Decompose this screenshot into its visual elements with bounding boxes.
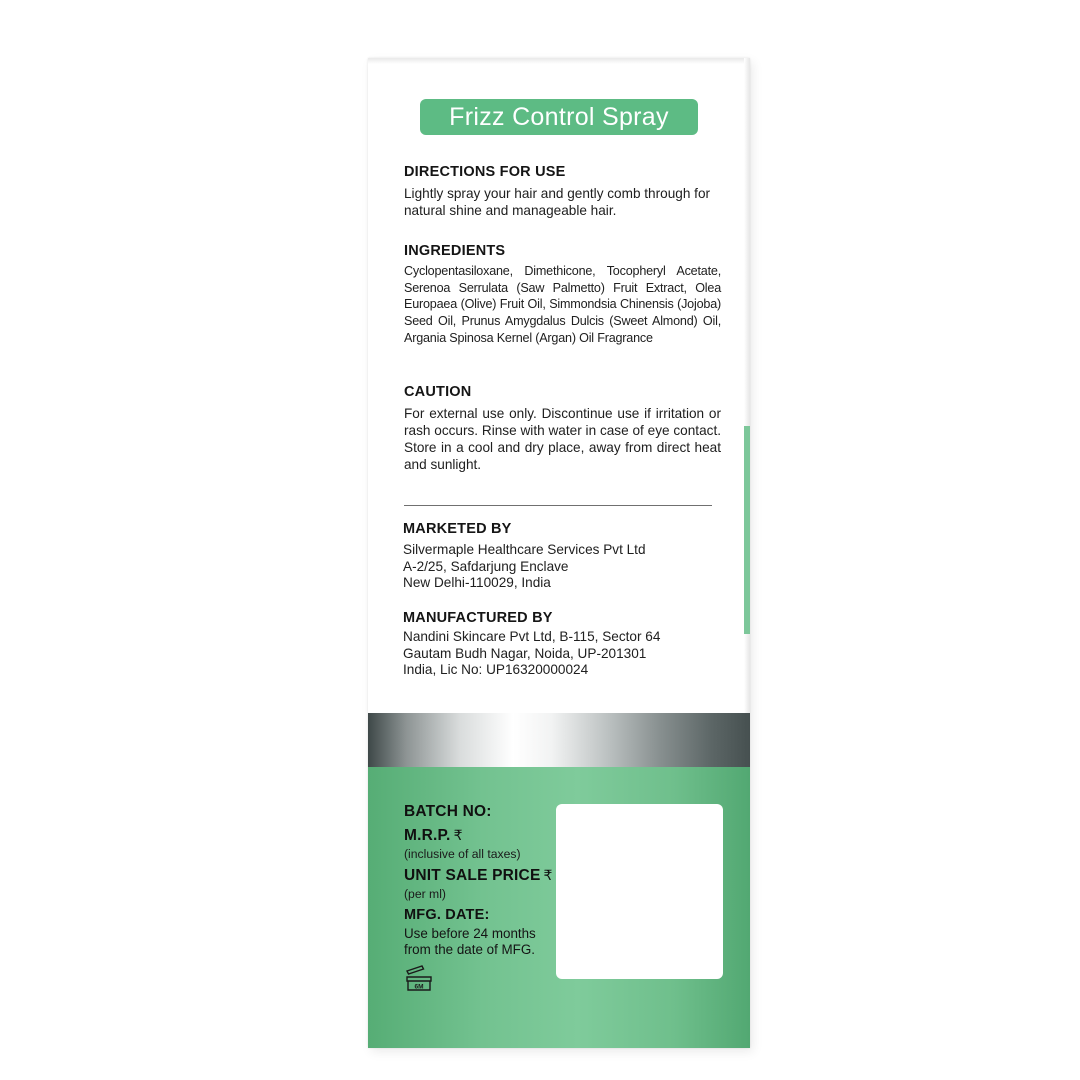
open-jar-icon: [404, 964, 434, 992]
marketed-by-line3: New Delhi-110029, India: [403, 575, 551, 591]
marketed-by-line1: Silvermaple Healthcare Services Pvt Ltd: [403, 542, 646, 557]
marketed-by-line2: A-2/25, Safdarjung Enclave: [403, 558, 569, 574]
manufactured-by-line3: India, Lic No: UP16320000024: [403, 662, 589, 678]
box-side-green-tab: [744, 426, 750, 634]
batch-no-label: BATCH NO:: [404, 803, 492, 820]
directions-text: Lightly spray your hair and gently comb through for natural shine and manageable hair.: [404, 186, 711, 218]
ingredients-text: Cyclopentasiloxane, Dimethicone, Tocopheryl Acetate, Serenoa Serrulata (Saw Palmetto) Fruit Extract, Olea Europaea (Olive) Fruit Oil, Simmondsia Chinensis (Jojoba) Seed Oil, Prunus Amygdalus Dulcis (Sweet Almond) Oil, Argania Spinosa Kernel (Argan) Oil Fragrance: [404, 264, 721, 345]
caution-heading: CAUTION: [404, 384, 472, 400]
section-divider: [404, 505, 712, 506]
manufactured-by-address: [403, 629, 723, 679]
mrp-label-text: M.R.P.: [404, 827, 451, 844]
marketed-by-address: [403, 542, 723, 592]
box-top-edge: [368, 58, 750, 64]
directions-heading: DIRECTIONS FOR USE: [404, 164, 566, 180]
mfg-date-label: MFG. DATE:: [404, 907, 490, 923]
unit-sale-price-currency: ₹: [543, 867, 553, 883]
manufactured-by-heading: MANUFACTURED BY: [403, 610, 553, 626]
mrp-currency: ₹: [453, 827, 463, 843]
batch-print-area: [556, 804, 723, 979]
mrp-label: [404, 827, 463, 845]
batch-panel: [368, 767, 750, 1048]
unit-sale-price-text: UNIT SALE PRICE: [404, 867, 541, 884]
open-jar-label: 6M: [414, 983, 424, 991]
manufactured-by-line1: Nandini Skincare Pvt Ltd, B-115, Sector 64: [403, 629, 661, 644]
caution-text: For external use only. Discontinue use if irritation or rash occurs. Rinse with water in case of eye contact. Store in a cool and dry place, away from direct heat and sunlight.: [404, 406, 721, 472]
marketed-by-heading: MARKETED BY: [403, 521, 512, 537]
product-title: Frizz Control Spray: [420, 99, 698, 135]
product-box: [368, 58, 750, 1048]
ingredients-heading: INGREDIENTS: [404, 243, 506, 259]
unit-sale-price-note: (per ml): [404, 887, 446, 901]
mrp-note: (inclusive of all taxes): [404, 847, 521, 861]
manufactured-by-line2: Gautam Budh Nagar, Noida, UP-201301: [403, 645, 647, 661]
unit-sale-price-label: [404, 867, 553, 885]
mfg-date-text: Use before 24 months from the date of MFG.: [404, 926, 536, 958]
metallic-band: [368, 713, 750, 767]
